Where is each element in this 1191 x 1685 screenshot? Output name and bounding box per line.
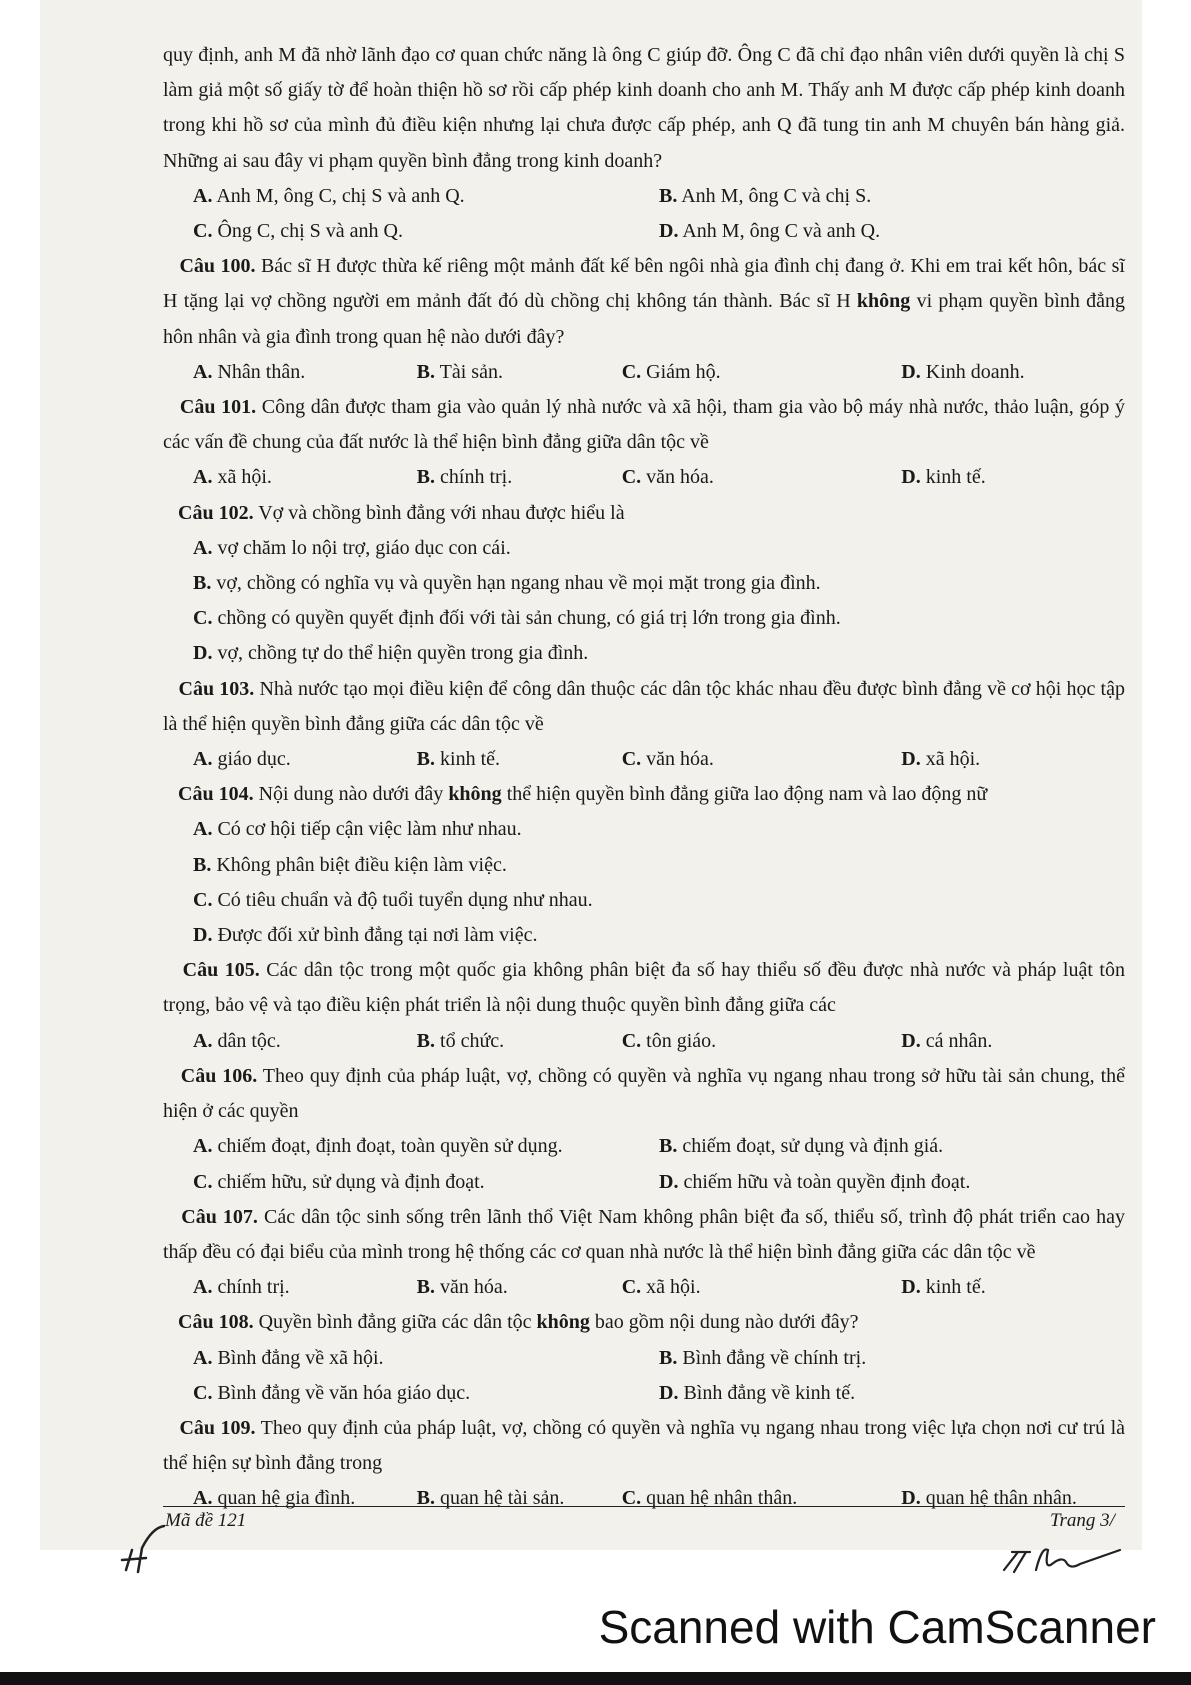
question-103-options [163,742,1125,777]
option-b: B. Không phân biệt điều kiện làm việc. [193,853,507,876]
camscanner-watermark: Scanned with CamScanner [598,1601,1156,1653]
option-b: B. chiếm đoạt, sử dụng và định giá. [659,1135,944,1158]
option-c: C. Bình đẳng về văn hóa giáo dục. [193,1381,471,1404]
handwritten-signature-icon [1000,1540,1130,1580]
footer-divider [163,1506,1125,1507]
question-102-stem: Câu 102. Vợ và chồng bình đẳng với nhau được hiểu là [178,501,625,524]
question-108-options [163,1341,1125,1411]
question-108-stem: Câu 108. Quyền bình đẳng giữa các dân tộc không bao gồm nội dung nào dưới đây? [178,1311,859,1334]
question-105-options [163,1024,1125,1059]
question-100-options [163,355,1125,390]
option-c: C. văn hóa. [621,748,714,771]
option-c: C. Giám hộ. [621,360,721,383]
question-107-stem: Câu 107. Các dân tộc sinh sống trên lãnh thổ Việt Nam không phân biệt đa số, thiểu số, trình độ phát triển cao hay thấp đều có đại biểu của mình trong hệ thống các cơ quan nhà nước là thể hiện bình đẳng giữa các dân tộc về [163,1205,1126,1263]
option-c: C. tôn giáo. [621,1029,717,1052]
question-105-stem: Câu 105. Các dân tộc trong một quốc gia không phân biệt đa số hay thiểu số đều được nhà nước và pháp luật tôn trọng, bảo vệ và tạo điều kiện phát triển là nội dung thuộc quyền bình đẳng giữa các [163,959,1125,1017]
option-d: D. kinh tế. [901,1276,986,1299]
option-d: D. vợ, chồng tự do thể hiện quyền trong gia đình. [193,642,589,665]
option-d: D. quan hệ thân nhân. [901,1487,1077,1510]
question-99-stem: quy định, anh M đã nhờ lãnh đạo cơ quan chức năng là ông C giúp đỡ. Ông C đã chỉ đạo nhân viên dưới quyền là chị S làm giả một số giấy tờ để hoàn thiện hồ sơ rồi cấp phép kinh doanh cho anh M. Thấy anh M được cấp phép kinh doanh trong khi hồ sơ của mình đủ điều kiện nhưng lại chưa được cấp phép, anh Q đã tung tin anh M chuyên bán hàng giả. Những ai sau đây vi phạm quyền bình đẳng trong kinh doanh? [163,44,1125,172]
option-d: D. xã hội. [901,748,981,771]
question-109-stem: Câu 109. Theo quy định của pháp luật, vợ, chồng có quyền và nghĩa vụ ngang nhau trong việc lựa chọn nơi cư trú là thể hiện sự bình đẳng trong [163,1416,1126,1475]
question-99-options [163,179,1125,249]
question-104-stem: Câu 104. Nội dung nào dưới đây không thể hiện quyền bình đẳng giữa lao động nam và lao động nữ [178,783,988,806]
question-107-options [163,1270,1125,1305]
exam-code: Mã đề 121 [165,1510,247,1531]
option-a: A. giáo dục. [193,748,291,771]
option-b: B. vợ, chồng có nghĩa vụ và quyền hạn ngang nhau về mọi mặt trong gia đình. [193,572,821,595]
question-101-stem: Câu 101. Công dân được tham gia vào quản lý nhà nước và xã hội, tham gia vào bộ máy nhà nước, thảo luận, góp ý các vấn đề chung của đất nước là thể hiện bình đẳng giữa dân tộc về [163,396,1125,454]
exam-content [163,38,1125,1517]
option-a: A. chiếm đoạt, định đoạt, toàn quyền sử dụng. [193,1135,563,1158]
question-101-options [163,460,1125,495]
option-b: B. kinh tế. [416,748,501,771]
option-b: B. Bình đẳng về chính trị. [659,1346,867,1369]
option-c: C. chiếm hữu, sử dụng và định đoạt. [193,1170,485,1193]
page-number: Trang 3/ [1050,1510,1115,1531]
question-109-options [163,1481,1125,1516]
option-c: C. Có tiêu chuẩn và độ tuổi tuyển dụng như nhau. [193,888,593,911]
option-a: A. Có cơ hội tiếp cận việc làm như nhau. [193,818,522,841]
option-c: C. chồng có quyền quyết định đối với tài sản chung, có giá trị lớn trong gia đình. [193,607,841,630]
option-a: A. Nhân thân. [193,360,306,383]
bottom-bar [0,1672,1191,1685]
question-100-stem: Câu 100. Bác sĩ H được thừa kế riêng một mảnh đất kế bên ngôi nhà gia đình chị đang ở. Khi em trai kết hôn, bác sĩ H tặng lại vợ chồng người em mảnh đất đó dù chồng chị không tán thành. Bác sĩ H không vi phạm quyền bình đẳng hôn nhân và gia đình trong quan hệ nào dưới đây? [163,255,1125,348]
question-106-stem: Câu 106. Theo quy định của pháp luật, vợ, chồng có quyền và nghĩa vụ ngang nhau trong sở hữu tài sản chung, thể hiện ở các quyền [163,1064,1125,1123]
option-d: D. chiếm hữu và toàn quyền định đoạt. [659,1170,971,1193]
option-c: C. xã hội. [621,1276,701,1299]
option-b: B. văn hóa. [416,1276,508,1299]
option-d: D. Được đối xử bình đẳng tại nơi làm việc. [193,924,538,947]
option-d: D. kinh tế. [901,466,986,489]
option-a: A. dân tộc. [193,1029,281,1052]
option-d: D. Bình đẳng về kinh tế. [659,1381,856,1404]
option-a: A. vợ chăm lo nội trợ, giáo dục con cái. [193,536,511,559]
option-a: A. xã hội. [193,466,272,489]
option-c: C. văn hóa. [621,466,714,489]
option-a: A. quan hệ gia đình. [193,1487,356,1510]
option-c: C. Ông C, chị S và anh Q. [193,220,403,243]
option-a: A. Bình đẳng về xã hội. [193,1346,384,1369]
option-d: D. Anh M, ông C và anh Q. [659,220,881,243]
option-a: A. chính trị. [193,1276,290,1299]
question-104-options [163,812,1125,953]
option-a: A. Anh M, ông C, chị S và anh Q. [193,184,465,207]
option-b: B. tổ chức. [416,1029,505,1052]
option-d: D. Kinh doanh. [901,360,1025,383]
question-106-options [163,1129,1125,1199]
option-c: C. quan hệ nhân thân. [621,1487,798,1510]
question-103-stem: Câu 103. Nhà nước tạo mọi điều kiện để công dân thuộc các dân tộc khác nhau đều được bình đẳng về cơ hội học tập là thể hiện quyền bình đẳng giữa các dân tộc về [163,677,1125,735]
option-b: B. Anh M, ông C và chị S. [659,184,872,207]
option-b: B. Tài sản. [416,360,503,383]
option-d: D. cá nhân. [901,1029,993,1052]
option-b: B. chính trị. [416,466,513,489]
question-102-options [163,531,1125,672]
option-b: B. quan hệ tài sản. [416,1487,565,1510]
handwritten-mark-left-icon [118,1520,188,1580]
